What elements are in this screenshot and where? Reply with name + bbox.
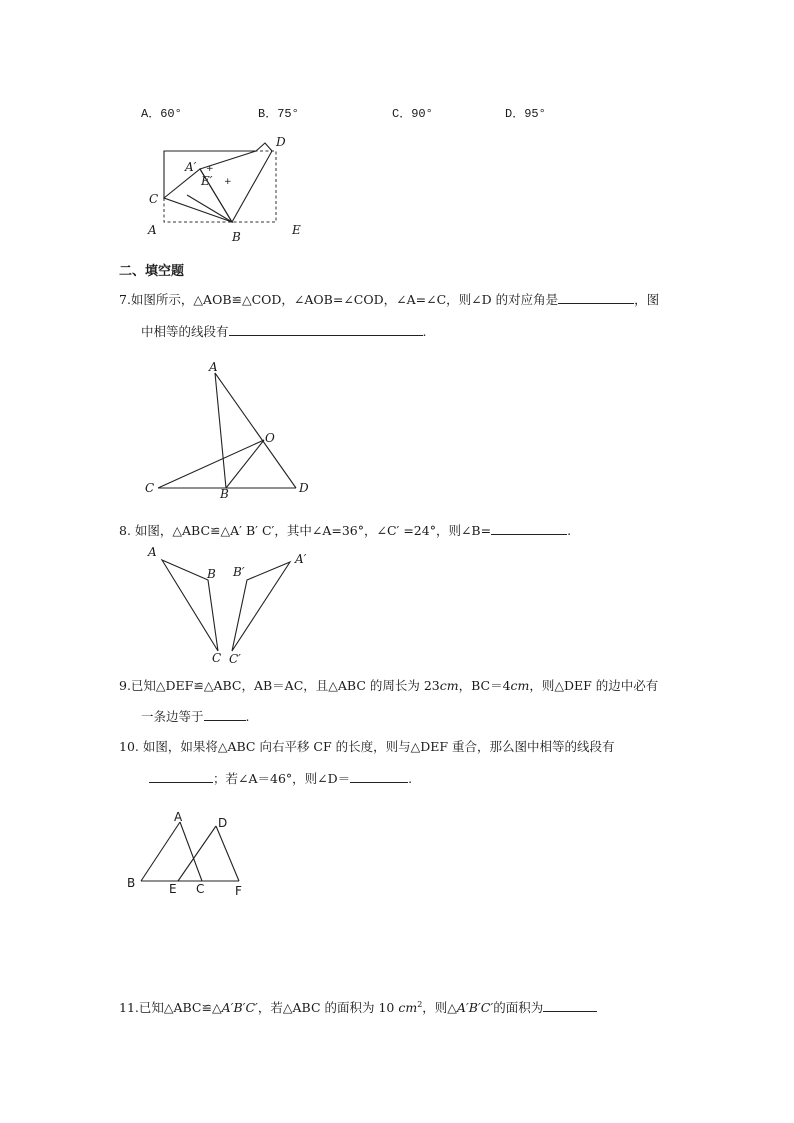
q7-text-d: . [422,324,427,339]
q10-text-b: . [408,771,413,786]
label-c: C [145,481,155,495]
label-b: B [220,487,229,501]
label-b: B [127,876,136,890]
q7-text-c: 中相等的线段有 [141,324,229,339]
label-a: A [148,545,157,559]
label-c: C [196,882,205,896]
q10-line1: 10. 如图，如果将△ABC 向右平移 CF 的长度，则与△DEF 重合，那么图中相等的线段有 [119,739,615,754]
q8-text-b: . [567,523,572,538]
q7-text-a: 7.如图所示，△AOB≌△COD，∠AOB=∠COD，∠A=∠C，则∠D 的对应角是 [119,292,559,307]
q11-text-c: ，则△ [422,1000,457,1016]
q11-text-a: 11.已知△ABC≌△ [119,1000,222,1016]
label-d: D [218,816,228,830]
q10-text-a: ；若∠A＝46°，则∠D＝ [213,771,351,786]
q11-tri-2: A′B′C′ [456,1000,494,1016]
option-a: A．60° [141,107,182,121]
label-e-prime: E′ [201,174,213,188]
q9-text-b: ，BC＝4 [458,678,511,693]
option-c: C．90° [392,107,433,121]
label-b-prime: B′ [233,565,245,579]
q11-line [119,995,597,1018]
label-a: A [148,223,157,237]
label-d: D [276,135,286,149]
q9-unit-2: cm [510,678,530,693]
q7-text-b: ，图 [634,292,660,307]
label-c: C [149,192,159,206]
label-b: B [207,567,216,581]
plus-mark-2: + [224,177,232,187]
label-d: D [299,481,309,495]
label-a: A [174,810,183,824]
label-a-prime: A′ [185,160,197,174]
label-e: E [169,882,177,896]
q9-text-a: 9.已知△DEF≌△ABC，AB＝AC，且△ABC 的周长为 23 [119,678,440,693]
q9-text-d: 一条边等于 [141,709,204,724]
label-e: E [292,223,301,237]
label-f: F [235,884,242,898]
plus-mark-1: + [206,164,214,174]
label-o: O [265,431,275,445]
label-a-prime: A′ [295,552,307,566]
q11-blank[interactable] [543,998,597,1012]
q9-text-e: . [245,709,250,724]
label-a: A [209,360,218,374]
label-c: C [212,651,222,665]
label-c-prime: C′ [229,652,241,666]
q9-unit-1: cm [439,678,459,693]
label-b: B [232,230,241,244]
option-b: B．75° [258,107,299,121]
q9-text-c: ，则△DEF 的边中必有 [529,678,659,693]
q11-tri-1: A′B′C′ [221,1000,258,1016]
q11-text-b: ，若△ABC 的面积为 10 [257,1000,399,1016]
q11-text-d: 的面积为 [493,1000,544,1016]
option-d: D．95° [505,107,546,121]
q11-exp: 2 [417,1000,423,1009]
section-title: 二、填空题 [119,264,185,279]
q8-text-a: 8. 如图，△ABC≌△A′ B′ C′，其中∠A=36°，∠C′ =24°，则∠B= [119,523,492,538]
q11-unit: cm [398,1000,418,1016]
